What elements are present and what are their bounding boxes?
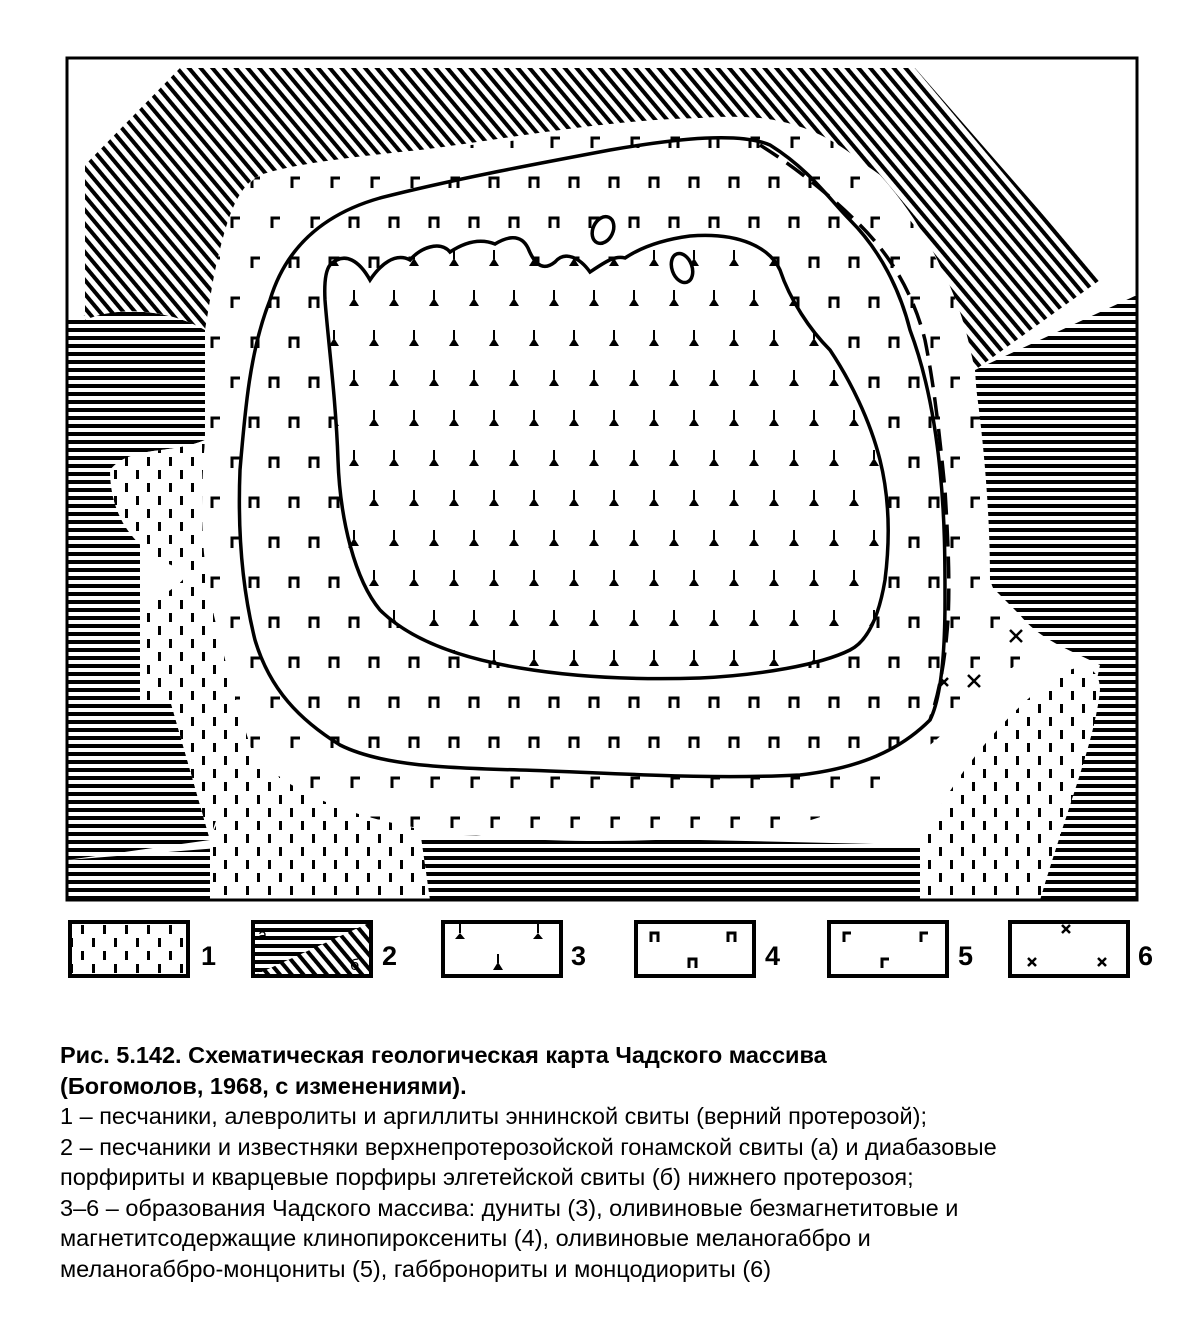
- caption-line: 1 – песчаники, алевролиты и аргиллиты эннинской свиты (верний протерозой);: [60, 1103, 927, 1129]
- legend-number-4: 4: [765, 941, 781, 971]
- legend-box-2: [253, 922, 371, 976]
- caption-line: 2 – песчаники и известняки верхнепротерозойской гонамской свиты (а) и диабазовые: [60, 1133, 997, 1160]
- legend-2-sub-a: а: [258, 927, 267, 944]
- caption-title-line-2: (Богомолов, 1968, с изменениями).: [60, 1072, 467, 1099]
- legend-2-sub-b: б: [350, 957, 360, 974]
- legend-box-3: [443, 922, 561, 976]
- legend-number-1: 1: [201, 941, 217, 971]
- legend-number-3: 3: [571, 941, 587, 971]
- legend-number-5: 5: [958, 941, 974, 971]
- caption-line: порфириты и кварцевые порфиры элгетейской свиты (б) нижнего протерозоя;: [60, 1164, 914, 1190]
- legend-box-6: [1010, 922, 1128, 976]
- caption-line: меланогаббро-монцониты (5), габбронориты и монцодиориты (6): [60, 1255, 772, 1282]
- legend-box-5: [829, 922, 947, 976]
- legend: [70, 922, 1153, 976]
- legend-box-1: [70, 922, 188, 976]
- caption-line: 3–6 – образования Чадского массива: дуниты (3), оливиновые безмагнетитовые и: [60, 1194, 959, 1221]
- caption-title-line-1: Рис. 5.142. Схематическая геологическая карта Чадского массива: [60, 1042, 827, 1068]
- figure-caption: [60, 1040, 1180, 1284]
- legend-number-2: 2: [382, 941, 398, 971]
- caption-line: магнетитсодержащие клинопироксениты (4), оливиновые меланогаббро и: [60, 1225, 871, 1251]
- legend-number-6: 6: [1138, 941, 1154, 971]
- legend-box-4: [636, 922, 754, 976]
- map-area: [67, 58, 1137, 900]
